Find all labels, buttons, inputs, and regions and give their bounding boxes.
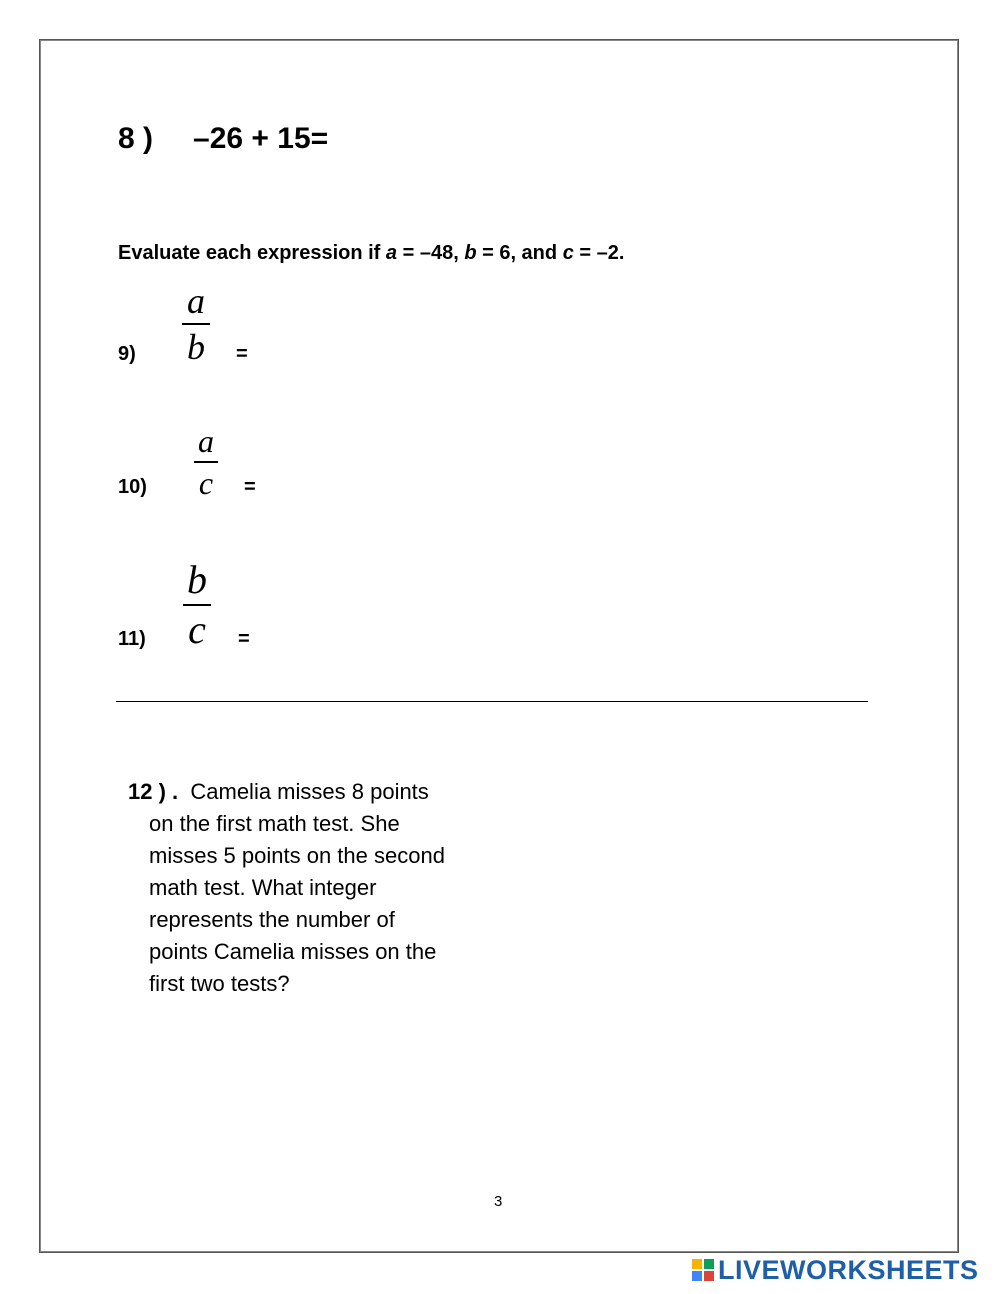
question-12-text: Camelia misses 8 points (190, 779, 429, 804)
question-11-equals: = (238, 628, 250, 650)
value-a: = –48, (397, 242, 465, 264)
question-9-equals: = (236, 343, 248, 365)
liveworksheets-logo-icon (692, 1259, 714, 1281)
question-12-line-5: represents the number of (149, 907, 395, 932)
question-8-number: 8 ) (118, 122, 154, 155)
question-12-line-1 (128, 776, 488, 808)
liveworksheets-brand[interactable] (692, 1254, 979, 1286)
question-10-fraction (192, 425, 220, 499)
value-c: = –2. (573, 242, 625, 264)
fraction-numerator: a (198, 423, 214, 459)
question-11-fraction (180, 557, 214, 652)
logo-square-icon (692, 1271, 702, 1281)
brand-name: LIVEWORKSHEETS (718, 1254, 979, 1285)
question-8-expression: –26 + 15= (193, 122, 329, 155)
variable-b: b (464, 242, 477, 264)
page-number: 3 (494, 1193, 503, 1210)
question-12-line-2: on the first math test. She (149, 811, 400, 836)
question-12-line-3: misses 5 points on the second (149, 843, 445, 868)
fraction-bar (182, 323, 210, 325)
question-11-number: 11) (118, 628, 146, 650)
question-12-line-7: first two tests? (149, 971, 290, 996)
fraction-denominator: b (187, 327, 205, 367)
question-12-line-4: math test. What integer (149, 875, 377, 900)
question-10-equals: = (244, 476, 256, 498)
logo-square-icon (704, 1259, 714, 1269)
fraction-numerator: b (187, 557, 207, 602)
question-10-number: 10) (118, 476, 147, 498)
question-12-line-6: points Camelia misses on the (149, 939, 437, 964)
question-11-answer-area[interactable] (272, 620, 572, 656)
logo-square-icon (692, 1259, 702, 1269)
variable-c: c (562, 242, 574, 264)
value-b: = 6, and (476, 242, 563, 264)
question-12 (128, 776, 488, 1000)
instructions (118, 242, 624, 265)
fraction-denominator: c (198, 465, 214, 501)
variable-a: a (385, 242, 398, 264)
fraction-bar (194, 461, 218, 463)
logo-square-icon (704, 1271, 714, 1281)
question-9-fraction (180, 283, 212, 365)
instructions-prefix: Evaluate each expression if (118, 242, 386, 264)
question-10-answer-area[interactable] (278, 468, 578, 504)
question-8 (118, 122, 328, 156)
fraction-denominator: c (188, 607, 206, 652)
question-9-answer-area[interactable] (270, 336, 570, 372)
fraction-numerator: a (187, 281, 205, 321)
fraction-bar (183, 604, 211, 606)
question-9-number: 9) (118, 343, 136, 365)
question-12-label: 12 ) . (128, 779, 179, 804)
section-divider (116, 701, 868, 702)
